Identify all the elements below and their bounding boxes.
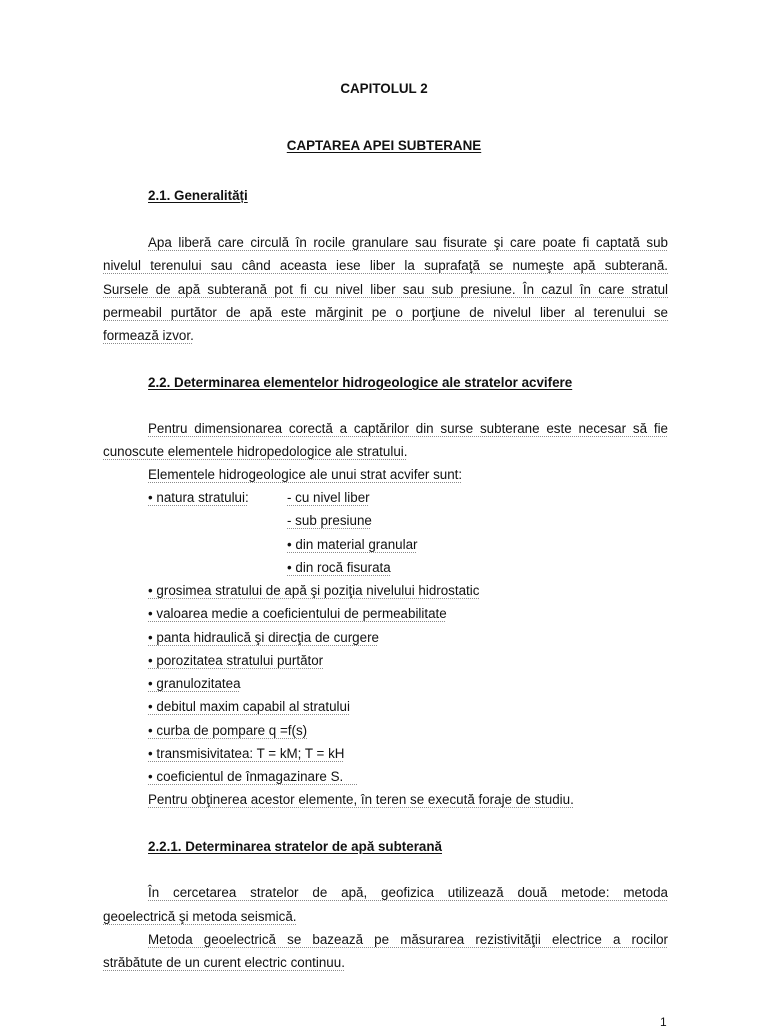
section-heading-2-2-1: 2.2.1. Determinarea stratelor de apă subterană [148,839,442,854]
paragraph-line: geoelectrică şi metoda seismică. [103,909,297,924]
list-item: • curba de pompare q =f(s) [148,723,308,738]
nature-option: - sub presiune [287,513,372,528]
paragraph-line: permeabil purtător de apă este mărginit pe o porţiune de nivelul liber al terenului se [103,305,668,320]
paragraph-line: nivelul terenului sau când aceasta iese liber la suprafaţă se numeşte apă subterană. [103,258,668,273]
paragraph-line: străbătute de un curent electric continuu. [103,955,345,970]
chapter-title: CAPTAREA APEI SUBTERANE [286,138,482,153]
paragraph-line: formează izvor. [103,328,194,343]
section-heading-2-2: 2.2. Determinarea elementelor hidrogeologice ale stratelor acvifere [148,375,573,390]
list-item: • granulozitatea [148,676,241,691]
paragraph-line: Apa liberă care circulă în rocile granulare sau fisurate şi care poate fi captată sub [148,235,668,250]
paragraph-line: Sursele de apă subterană pot fi cu nivel liber sau sub presiune. În cazul în care stratul [103,282,668,297]
list-item: • debitul maxim capabil al stratului [148,699,350,714]
list-item: • coeficientul de înmagazinare S. [148,769,359,784]
chapter-label: CAPITOLUL 2 [340,81,428,96]
list-item: • valoarea medie a coeficientului de permeabilitate [148,606,447,621]
nature-label: • natura stratului: [148,490,249,505]
page-number: 1 [660,1015,667,1029]
nature-option: - cu nivel liber [287,490,370,505]
list-item: • transmisivitatea: T = kM; T = kH [148,746,345,761]
list-item: • porozitatea stratului purtător [148,653,324,668]
section-heading-2-1: 2.1. Generalități [148,188,248,203]
nature-option: • din rocă fisurata [287,560,391,575]
paragraph-line: În cercetarea stratelor de apă, geofizica utilizează două metode: metoda [148,885,668,900]
nature-option: • din material granular [287,537,418,552]
paragraph-line: cunoscute elementele hidropedologice ale stratului. [103,444,408,459]
list-item: • panta hidraulică şi direcţia de curgere [148,630,379,645]
paragraph-line: Metoda geoelectrică se bazează pe măsurarea rezistivităţii electrice a rocilor [148,932,668,947]
list-item: • grosimea stratului de apă şi poziţia nivelului hidrostatic [148,583,480,598]
paragraph-line: Elementele hidrogeologice ale unui strat acvifer sunt: [148,467,463,482]
paragraph-line: Pentru dimensionarea corectă a captărilor din surse subterane este necesar să fie [148,421,668,436]
paragraph-line: Pentru obţinerea acestor elemente, în teren se execută foraje de studiu. [148,792,574,807]
